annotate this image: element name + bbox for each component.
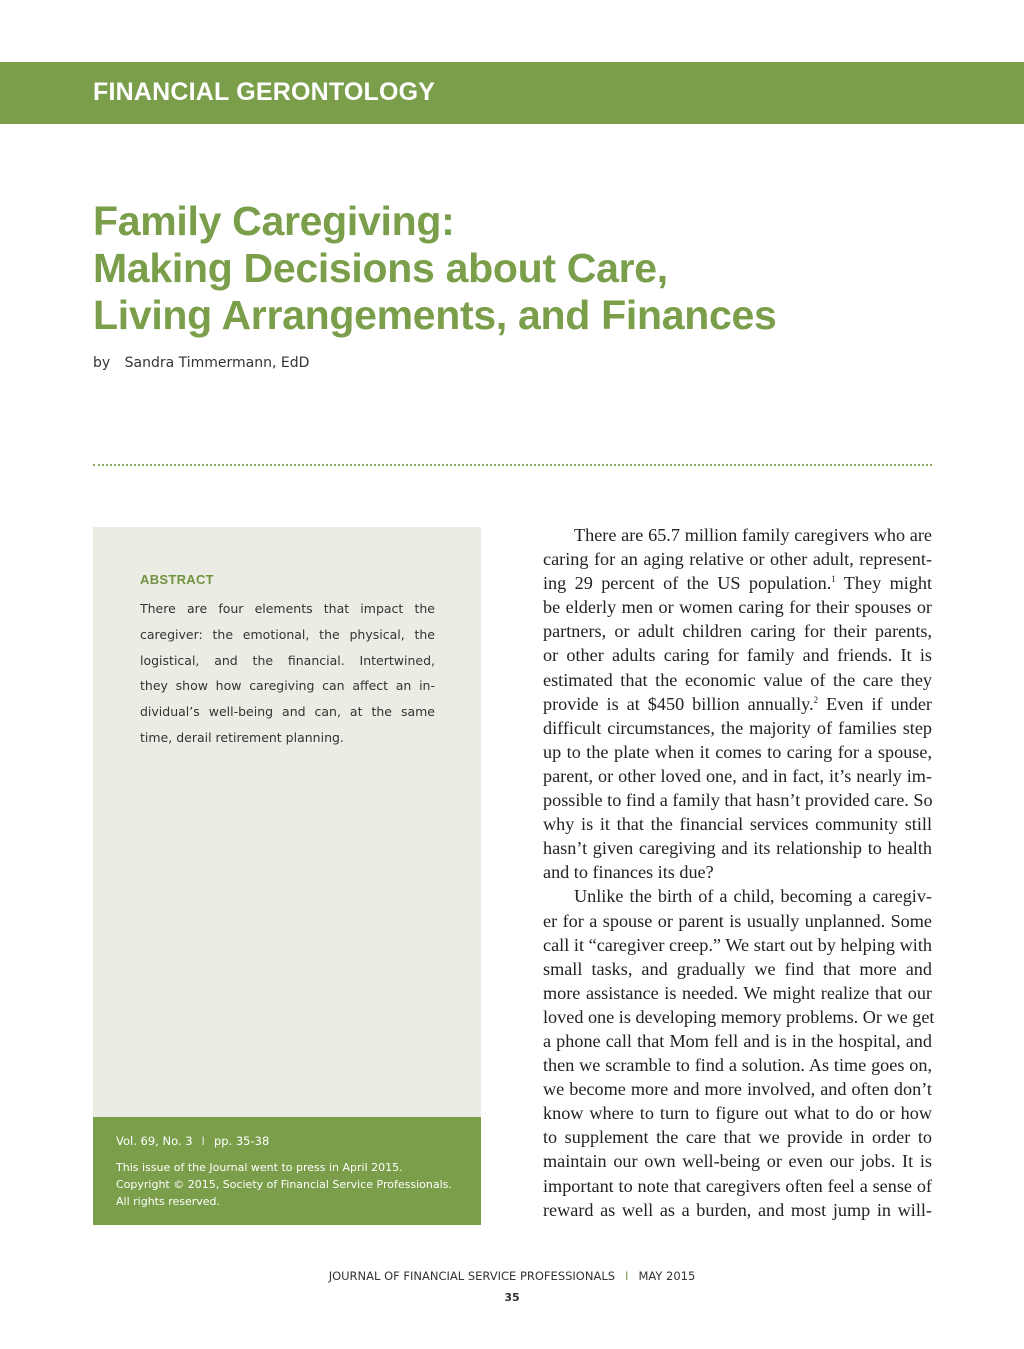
dotted-divider (93, 464, 932, 466)
article-title (93, 198, 953, 339)
volume-number: Vol. 69, No. 3 (116, 1134, 193, 1148)
publication-info-panel (93, 1117, 481, 1225)
abstract-line: caregiver: the emotional, the physical, the (140, 626, 435, 642)
body-text-run: Even if under (818, 693, 932, 714)
body-line: possible to find a family that hasn’t provided care. So (543, 790, 933, 811)
body-text-run: provide is at $450 billion annually. (543, 693, 814, 714)
section-label: FINANCIAL GERONTOLOGY (93, 78, 436, 106)
footer-separator: I (625, 1269, 629, 1283)
journal-name: JOURNAL OF FINANCIAL SERVICE PROFESSIONALS (328, 1269, 616, 1283)
body-line: hasn’t given caregiving and its relationship to health (543, 838, 932, 859)
article-body (543, 523, 935, 1222)
abstract-text (140, 596, 435, 751)
body-text-run: They might (835, 573, 933, 594)
title-line: Making Decisions about Care, (93, 245, 668, 291)
volume-pages (116, 1134, 269, 1148)
body-line: partners, or adult children caring for their parents, (543, 621, 932, 642)
meta-separator: I (201, 1134, 205, 1148)
note-line: This issue of the Journal went to press in April 2015. (116, 1161, 403, 1174)
byline (93, 355, 309, 371)
body-line: reward as well as a burden, and most jump in will- (543, 1199, 932, 1220)
author-name: Sandra Timmermann, EdD (124, 355, 310, 371)
note-line: All rights reserved. (116, 1195, 221, 1208)
body-line: more assistance is needed. We might realize that our (543, 982, 932, 1003)
copyright-note (116, 1159, 476, 1210)
abstract-heading: ABSTRACT (140, 572, 214, 587)
footnote-marker: 2 (813, 694, 819, 705)
body-line: There are 65.7 million family caregivers who are (574, 525, 932, 545)
body-line: estimated that the economic value of the care they (543, 669, 932, 690)
body-line: then we scramble to find a solution. As time goes on, (543, 1055, 932, 1076)
body-line: caring for an aging relative or other adult, represent- (543, 549, 932, 570)
title-line: Family Caregiving: (93, 198, 455, 244)
abstract-panel (93, 527, 481, 1117)
body-line: small tasks, and gradually we find that more and (543, 958, 932, 979)
body-line: be elderly men or women caring for their spouses or (543, 597, 932, 618)
body-line (543, 692, 932, 716)
body-line: know where to turn to figure out what to do or how (543, 1103, 932, 1124)
body-line (543, 571, 932, 595)
body-line: er for a spouse or parent is usually unplanned. Some (543, 910, 932, 931)
body-line: we become more and more involved, and often don’t (543, 1079, 932, 1100)
footnote-marker: 1 (831, 574, 836, 585)
note-line: Copyright © 2015, Society of Financial Service Professionals. (116, 1178, 452, 1191)
body-line: a phone call that Mom fell and is in the hospital, and (543, 1030, 932, 1051)
body-text-run: ing 29 percent of the US population. (543, 573, 832, 594)
page-number: 35 (504, 1291, 520, 1304)
body-line: call it “caregiver creep.” We start out by helping with (543, 934, 932, 955)
body-line: maintain our own well-being or even our jobs. It is (543, 1151, 932, 1172)
section-banner (0, 62, 1024, 124)
abstract-line: time, derail retirement planning. (140, 729, 344, 745)
body-line: up to the plate when it comes to caring for a spouse, (543, 741, 932, 762)
abstract-line: logistical, and the financial. Intertwined, (140, 652, 435, 668)
page-range: pp. 35-38 (213, 1134, 270, 1148)
body-line: Unlike the birth of a child, becoming a caregiv- (574, 886, 932, 907)
abstract-line: dividual’s well-being and can, at the same (140, 704, 435, 720)
body-line: loved one is developing memory problems. Or we get (543, 1006, 935, 1027)
body-line: difficult circumstances, the majority of families step (543, 717, 932, 738)
issue-date: MAY 2015 (638, 1269, 696, 1283)
body-line: and to finances its due? (543, 862, 714, 883)
body-line: to supplement the care that we provide in order to (543, 1127, 932, 1148)
byline-prefix: by (93, 355, 111, 371)
body-line: parent, or other loved one, and in fact, it’s nearly im- (543, 765, 932, 786)
body-line: why is it that the financial services community still (543, 814, 932, 835)
body-line: or other adults caring for family and friends. It is (543, 645, 932, 666)
title-line: Living Arrangements, and Finances (93, 292, 777, 338)
abstract-line: There are four elements that impact the (140, 601, 435, 616)
running-footer (0, 1269, 1024, 1283)
body-line: important to note that caregivers often feel a sense of (543, 1175, 932, 1196)
abstract-line: they show how caregiving can affect an in- (140, 678, 435, 694)
